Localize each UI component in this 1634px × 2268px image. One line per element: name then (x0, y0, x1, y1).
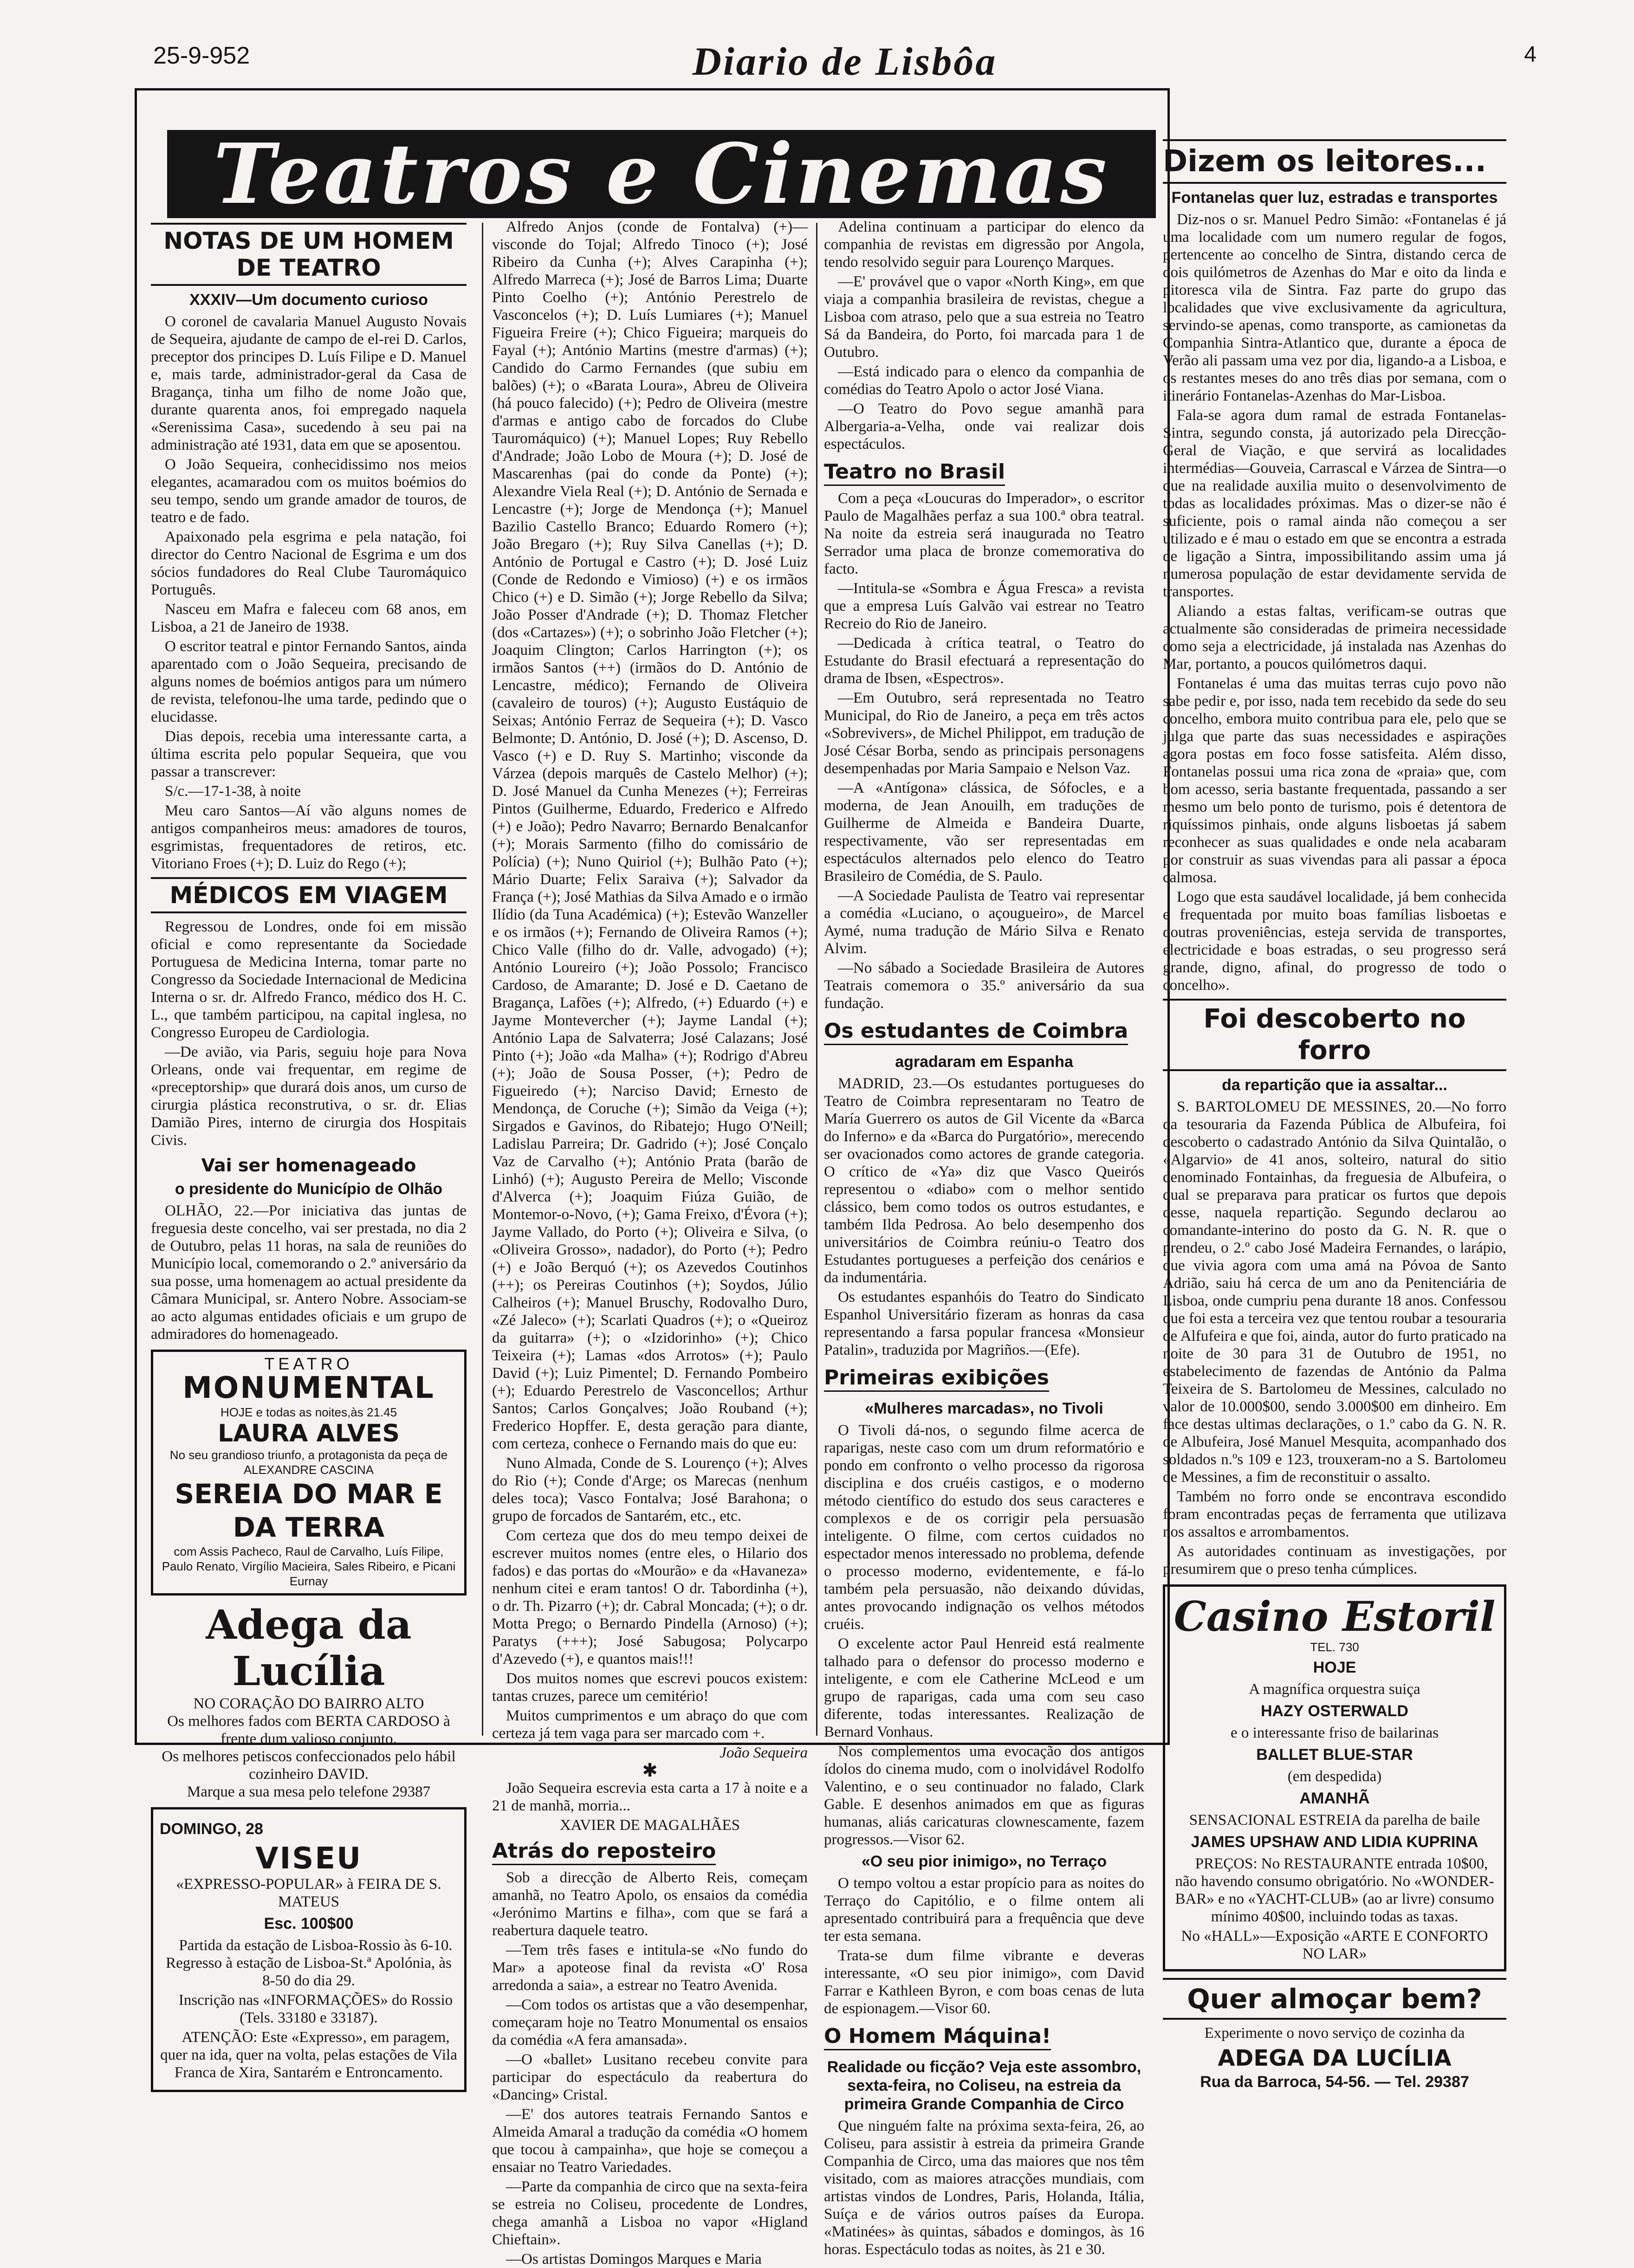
paragraph: —A Sociedade Paulista de Teatro vai representar a comédia «Luciano, o açougueiro», de Marcel Aymé, numa tradução de Mário Silva e Renato Alvim. (824, 887, 1144, 957)
tel-number: 730 (1339, 1640, 1359, 1654)
paragraph: —De avião, via Paris, seguiu hoje para Nova Orleans, onde vai frequentar, em regime de «preceptorship» que durará dois anos, um curso de cirurgia plástica reconstrutiva, o sr. dr. Elias Damião Pires, interno de cirurgia dos Hospitais Civis. (151, 1044, 467, 1149)
article-headline: Teatro no Brasil (824, 459, 1005, 486)
ad-line: Experimente o novo serviço de cozinha da (1204, 2025, 1465, 2042)
paragraph: Logo que esta saudável localidade, já bem conhecida e frequentada por muito boas famílias lisboetas e doutras proveniências, esteja servida de transportes, electricidade e boas estradas, o seu progresso será grande, digno, afinal, do progresso de todo o concelho». (1163, 889, 1506, 994)
article-headline: Os estudantes de Coimbra (824, 1019, 1128, 1045)
ad-line: JAMES UPSHAW AND LIDIA KUPRINA (1191, 1833, 1478, 1851)
paragraph: Também no forro onde se encontrava escondido foram encontradas peças de ferramenta que utilizava nos assaltos e arrombamentos. (1163, 1488, 1506, 1540)
issue-date: 25-9-952 (153, 42, 250, 69)
newspaper-title: Diario de Lisbôa (692, 39, 998, 84)
paragraph: —No sábado a Sociedade Brasileira de Autores Teatrais comemora o 35.º aniversário da sua fundação. (824, 960, 1144, 1012)
paragraph: Fontanelas é uma das muitas terras cujo povo não sabe pedir e, por isso, nada tem recebido da sede do seu concelho, embora muito contribua para ele, pelo que se julga que parte das suas necessidades e aspirações agora postas em foco fosse satisfeita. Além disso, Fontanelas possui uma rica zona de «praia» que, com bom acesso, seria bastante frequentada, passando a ser mesmo um belo ponto de turismo, pois é detentora de riquíssimos pinhais, onde alguns lisboetas já sabem reconhecer as suas qualidades e onde nela acabaram por construir as suas vivendas para ali passar a época calmosa. (1163, 675, 1506, 886)
ad-line: Os melhores fados com BERTA CARDOSO à frente dum valioso conjunto. (167, 1713, 450, 1747)
paragraph: Nasceu em Mafra e faleceu com 68 anos, em Lisboa, a 21 de Janeiro de 1938. (151, 601, 467, 635)
ad-line: A magnífica orquestra suiça (1249, 1681, 1420, 1698)
paragraph: O coronel de cavalaria Manuel Augusto Novais de Sequeira, ajudante de campo de el-rei D. Carlos, preceptor dos principes D. Luís Filipe e D. Manuel e, mais tarde, administrador-geral da Casa de Bragança, tinha um filho de nome João que, durante quarenta anos, foi empregado naquela «Serenissima Casa», sucedendo à seu pai na administração até 1931, data em que se aposentou. (151, 313, 467, 453)
ad-star: LAURA ALVES (218, 1420, 400, 1447)
article-subheadline: «Mulheres marcadas», no Tivoli (865, 1400, 1103, 1417)
article-subheadline: «O seu pior inimigo», no Terraço (861, 1853, 1107, 1870)
ad-line: (em despedida) (1287, 1768, 1382, 1785)
paragraph: —O «ballet» Lusitano recebeu convite para participar do espectáculo da reabertura do «Dancing» Cristal. (492, 2051, 808, 2103)
paragraph: O escritor teatral e pintor Fernando Santos, ainda aparentado com o João Sequeira, precisando de alguns nomes de boémios antigos para um número de revista, telefonou-lhe uma tarde, pedindo que o elucidasse. (151, 638, 467, 725)
ad-heading: HOJE (1313, 1659, 1356, 1676)
article-headline: Vai ser homenageado (201, 1155, 416, 1176)
monumental-ad (151, 1350, 467, 1596)
ad-heading: AMANHÃ (1299, 1790, 1370, 1807)
paragraph: Adelina continuam a participar do elenco da companhia de revistas em digressão por Angola, tendo resolvido seguir para Lourenço Marques. (824, 219, 1144, 271)
signature: João Sequeira (720, 1745, 808, 1761)
article-subheadline: Fontanelas quer luz, estradas e transportes (1171, 189, 1498, 207)
separator-star: ✱ (642, 1760, 658, 1781)
paragraph: Partida da estação de Lisboa-Rossio às 6-10. Regresso à estação de Lisboa-St.ª Apolónia, às 8-50 do dia 29. (166, 1937, 453, 1989)
ad-line: «EXPRESSO-POPULAR» à FEIRA DE S. MATEUS (176, 1876, 441, 1910)
paragraph: —Com todos os artistas que a vão desempenhar, começaram hoje no Teatro Monumental os ensaios da comédia «A fera amansada». (492, 1997, 808, 2048)
paragraph: Com certeza que dos do meu tempo deixei de escrever muitos nomes (entre eles, o Hilario dos fados) e das portas do «Mourão» e da «Havaneza» nenhum citei e eram tantos! O dr. Tabordinha (+), o dr. Th. Pizarro (+); dr. Cabral Moncada; (+); o dr. Motta Prego; o Bernardo Pindella (Arnoso) (+); Paratys (+++); José Sabugosa; Polycarpo d'Azevedo (+), e quantos mais!!! (492, 1527, 808, 1667)
paragraph: O excelente actor Paul Henreid está realmente talhado para o defensor do processo moderno e inteligente, e com ele Catherine McLeod e um grupo de raparigas, cada uma com seu caso diferente, todas interessantes. Realização de Bernard Vonhaus. (824, 1635, 1144, 1740)
article-subheadline: da repartição que ia assaltar... (1222, 1076, 1447, 1094)
paragraph: Muitos cumprimentos e um abraço do que com certeza já tem vaga para ser marcado com +. (492, 1707, 808, 1742)
paragraph: —Intitula-se «Sombra e Água Fresca» a revista que a empresa Luís Galvão vai estrear no Teatro Recreio do Rio de Janeiro. (824, 580, 1144, 632)
paragraph: O Tivoli dá-nos, o segundo filme acerca de raparigas, neste caso com um drum reformatório e pondo em confronto o velho processo da rigorosa disciplina e dos cruéis castigos, e o moderno método científico do estudo dos seus caracteres e complexos e de os corrigir pela persuasão inteligente. O filme, com certos cuidados no espectador menos interessado no problema, defende o processo moderno, evidentemente, e fá-lo também pela persuasão, não deixando dúvidas, antes provocando indignação os velhos métodos cruéis. (824, 1422, 1144, 1633)
paragraph: Com a peça «Loucuras do Imperador», o escritor Paulo de Magalhães perfaz a sua 100.ª obra teatral. Na noite da estreia será inaugurada no Teatro Serrador uma placa de bronze comemorativa do facto. (824, 490, 1144, 577)
paragraph: O tempo voltou a estar propício para as noites do Terraço do Capitólio, e o filme ontem ali apresentado contribuirá para a frequência que deve ter esta semana. (824, 1875, 1144, 1945)
paragraph: Os estudantes espanhóis do Teatro do Sindicato Espanhol Universitário fizeram as honras da casa representando a farsa popular francesa «Monsieur Patalin», traduzida por Magriños.—(Efe). (824, 1289, 1144, 1358)
paragraph: PREÇOS: No RESTAURANTE entrada 10$00, não havendo consumo obrigatório. No «WONDER-BAR» e no «YACHT-CLUB» (ao ar livre) consumo mínimo 40$00, incluindo todas as taxas. (1175, 1855, 1494, 1925)
ad-line: Os melhores petiscos confeccionados pelo hábil cozinheiro DAVID. (162, 1748, 456, 1783)
ad-line: No «HALL»—Exposição «ARTE E CONFORTO NO LAR» (1181, 1928, 1488, 1962)
paragraph: Que ninguém falte na próxima sexta-feira, 26, ao Coliseu, para assistir à estreia da primeira Grande Companhia de Circo, uma das maiores que nos têm visitado, com as maiores atracções mundiais, com artistas vindos de Londres, Paris, Holanda, Itália, Suíça e de vários outros países da Europa. «Matinées» às quintas, sábados e domingos, às 16 horas. Espectáculo todas as noites, às 21 e 30. (824, 2118, 1144, 2258)
paragraph: OLHÃO, 22.—Por iniciativa das juntas de freguesia deste concelho, vai ser prestada, no dia 2 de Outubro, pelas 11 horas, na sala de reuniões do Município local, comemorando o 2.º aniversário da sua posse, uma homenagem ao actual presidente da Câmara Municipal, sr. Antero Nobre. Associam-se ao acto algumas entidades oficiais e um grupo de admiradores do homenageado. (151, 1202, 467, 1343)
paragraph: ATENÇÃO: Este «Expresso», em paragem, quer na ida, quer na volta, pelas estações de Vila Franca de Xira, Santarém e Entroncamento. (160, 2029, 457, 2081)
paragraph: João Sequeira escrevia esta carta a 17 à noite e a 21 de manhã, morria... (492, 1780, 808, 1814)
paragraph: Dos muitos nomes que escrevi poucos existem: tantas cruzes, parece um cemitério! (492, 1670, 808, 1705)
paragraph: Meu caro Santos—Aí vão alguns nomes de antigos companheiros meus: amadores de touros, esgrimistas, frequentadores de retiros, etc. Vitoriano Froes (+); D. Luiz do Rego (+); (151, 802, 467, 872)
paragraph: —E' dos autores teatrais Fernando Santos e Almeida Amaral a tradução da comédia «O homem que tocou à campainha», que hoje se começou a ensaiar no Teatro Variedades. (492, 2106, 808, 2176)
paragraph: Regressou de Londres, onde foi em missão oficial e como representante da Sociedade Portuguesa de Medicina Interna, tomar parte no Congresso da Sociedade Internacional de Medicina Interna o sr. dr. Alfredo Franco, médico dos H. C. L., que também participou, na capital inglesa, no Congresso Europeu de Cardiologia. (151, 918, 467, 1041)
ad-cast: com Assis Pacheco, Raul de Carvalho, Luís Filipe, Paulo Renato, Virgílio Macieira, Sales Ribeiro, e Picani Eurnay (162, 1544, 456, 1588)
casino-logo: Casino Estoril (1174, 1592, 1496, 1641)
article-subheadline: XXXIV—Um documento curioso (189, 291, 428, 309)
ad-line: ADEGA DA LUCÍLIA (1218, 2045, 1452, 2071)
paragraph: Sob a direcção de Alberto Reis, começam amanhã, no Teatro Apolo, os ensaios da comédia «Jerónimo Martins e filha», com que se fará a reabertura daquele teatro. (492, 1869, 808, 1939)
ad-headline: Quer almoçar bem? (1163, 1978, 1506, 2020)
paragraph: Apaixonado pela esgrima e pela natação, foi director do Centro Nacional de Esgrima e um dos sócios fundadores do Real Clube Tauromáquico Português. (151, 529, 467, 598)
paragraph: —Tem três fases e intitula-se «No fundo do Mar» a apoteose final da revista «O' Rosa arredonda a saia», a estrear no Teatro Avenida. (492, 1942, 808, 1994)
article-subheadline: agradaram em Espanha (895, 1053, 1073, 1071)
paragraph: —O Teatro do Povo segue amanhã para Albergaria-a-Velha, onde vai realizar dois espectáculos. (824, 401, 1144, 452)
paragraph: Trata-se dum filme vibrante e deveras interessante, «O seu pior inimigo», com David Farrar e Kathleen Byron, e com boas cenas de luta de espionagem.—Visor 60. (824, 1947, 1144, 2017)
column-3 (824, 218, 1144, 2258)
masthead (153, 39, 1537, 84)
ad-line: HAZY OSTERWALD (1261, 1702, 1408, 1720)
article-headline: Primeiras exibições (824, 1365, 1049, 1392)
section-banner: Teatros e Cinemas (167, 130, 1156, 218)
ad-label: TEATRO (264, 1354, 353, 1373)
paragraph: Aliando a estas faltas, verificam-se outras que actualmente são consideradas de primeira necessidade como seja a electricidade, já instalada nas Azenhas do Mar, portanto, a poucos quilómetros daqui. (1163, 603, 1506, 672)
column-1 (151, 218, 467, 2202)
casino-ad (1163, 1584, 1506, 1971)
paragraph: Alfredo Anjos (conde de Fontalva) (+)—visconde do Tojal; Alfredo Tinoco (+); José Ribeiro da Cunha (+); Alves Carapinha (+); Alfredo Marreca (+); José de Barros Lima; Duarte Pinto Coelho (+); António Perestrelo de Vasconcelos (+); D. Luís Lumiares (+); Manuel Figueira Freire (+); Chico Figueira; marqueis do Fayal (+); António Martins (mestre d'armas) (+); Candido do Carmo Fernandes (que subiu em balões) (+); o «Barata Loura», Abreu de Oliveira (há pouco falecido) (+); Pedro de Oliveira (mestre d'armas e antigo cabo de forcados do Clube Tauromáquico) (+); Manuel Lopes; Ruy Rebello d'Andrade; João Lobo de Moura (+); D. José de Mascarenhas (pai do conde da Ponte) (+); Alexandre Viela Real (+); D. António de Sernada e Lencastre (+); Jorge de Mendonça (+); Manuel Bazilio Castello Branco; Eduardo Romero (+); João Bregaro (+); Ruy Silva Canellas (+); D. António de Portugal e Castro (+); D. José Luiz (Conde de Redondo e Vimioso) (+) e os irmãos Chico (+) e D. Simão (+); Jorge Rebello da Silva; João Posser d'Andrade (+); D. Thomaz Fletcher (dos «Cartazes») (+); o sobrinho João Fletcher (+); Joaquim Clington; Carlos Harrington (+); os irmãos Santos (++) (irmãos do D. António de Lencastre, médico); Fernando de Oliveira (cavaleiro de touros) (+); Augusto Eustáquio de Seixas; António Ferraz de Sequeira (+); D. Vasco Belmonte; D. António, D. José (+); D. Ascenso, D. Vasco (+) e D. Ruy S. Martinho; visconde da Várzea (depois marquês de Castelo Melhor) (+); D. José Manuel da Cunha Menezes (+); Ferreiras Pintos (Guilherme, Eduardo, Frederico e Alfredo (+) e João); Pedro Navarro; Bernardo Benalcanfor (+); Morais Sarmento (filho do comissário de Polícia) (+); Nuno Quiriol (+); Bulhão Pato (+); Mário Duarte; Felix Saraiva (+); Salvador da França (+); José Mathias da Silva Amado e o irmão Ilídio (da Tuna Académica) (+); Estevão Wanzeller e os irmãos (+); Fernando de Oliveira Ramos (+); Chico Valle (filho do dr. Valle, advogado) (+); António Loureiro (+); João Possolo; Francisco Cardoso, de Amarante; D. José e D. Caetano de Bragança, Lafões (+); Alfredo, (+) Eduardo (+) e Jayme Montevercher (+); Jayme Landal (+); António Lapa de Salvaterra; José Calazans; José Pinto (+); João «da Malha» (+); Rodrigo d'Abreu (+); João de Sousa Posser, (+); Pedro de Figueiredo (+); Narciso David; Ernesto de Mendonça, de Coruche (+); Simão da Veiga (+); Sirgados e Gavinos, do Ribatejo; Hugo O'Neill; Ladislau Parreira; Dr. Gadrido (+); José Conçalo Vaz de Carvalho (+); António Prata (barão de Linhó) (+); Augusto Pereira de Mello; Visconde d'Alverca (+); Joaquim Fiúza Guião, de Montemor-o-Novo, (+); Gama Freixo, d'Évora (+); Jayme Vallado, do Porto (+); Oliveira e Silva, (o «Oliveira Grosso», nadador), do Porto (+); Pedro (+) e João Berquó (+); os Azevedos Coutinhos (++); os Pereiras Coutinhos (+); Soydos, Júlio Calheiros (+); Manuel Bruschy, Rodovalho Duro, «Zé Jaleco» (+); Scarlati Quadros (+); o «Queiroz da guitarra» (+); o «Izidorinho» (+); Chico Teixeira (+); Lamas «dos Arrotos» (+); Paulo David (+); Luiz Pimentel; D. Fernando Pombeiro (+); Eduardo Perestrelo de Vasconcellos; Arthur Santos; Carlos Gonçalves; João Rouband (+); Frederico Hopffer. E, desta geração para diante, com certeza, conhece o Fernando mais do que eu: (492, 219, 808, 1452)
ad-destination: VISEU (255, 1842, 363, 1876)
paragraph: Nuno Almada, Conde de S. Lourenço (+); Alves do Rio (+); Conde d'Arge; os Marecas (nenhum deles toca); Vasco Fontalva; José Barahona; o grupo de forcados de Santarém, etc., etc. (492, 1455, 808, 1525)
column-rule (816, 223, 817, 1736)
tel-label: TEL. (1310, 1640, 1336, 1654)
article-headline: Foi descoberto no forro (1163, 999, 1506, 1071)
ad-line: e o interessante friso de bailarinas (1230, 1725, 1439, 1741)
article-headline: Dizem os leitores... (1163, 139, 1506, 184)
article-headline: NOTAS DE UM HOMEM DE TEATRO (151, 223, 467, 286)
ad-line: NO CORAÇÃO DO BAIRRO ALTO (193, 1695, 424, 1712)
ad-note: No seu grandioso triunfo, a protagonista da peça de ALEXANDRE CASCINA (169, 1448, 448, 1477)
adega-ad (151, 1695, 467, 1801)
paragraph: Dias depois, recebia uma interessante carta, a última escrita pelo popular Sequeira, que vou passar a transcrever: (151, 728, 467, 780)
paragraph: Inscrição nas «INFORMAÇÕES» do Rossio (Tels. 33180 e 33187). (178, 1992, 453, 2026)
ad-line: SENSACIONAL ESTREIA da parelha de baile (1189, 1812, 1480, 1829)
author-byline: XAVIER DE MAGALHÃES (559, 1817, 740, 1834)
ad-price: Esc. 100$00 (264, 1915, 354, 1932)
column-2 (492, 218, 808, 2268)
page-number: 4 (1524, 42, 1537, 67)
article-subheadline: Realidade ou ficção? Veja este assombro, sexta-feira, no Coliseu, na estreia da primeira Grande Companhia de Circo (827, 2058, 1141, 2113)
ad-date: DOMINGO, 28 (160, 1820, 263, 1838)
ad-play-title: SEREIA DO MAR E DA TERRA (175, 1478, 443, 1543)
column-rule (482, 223, 483, 1736)
article-headline: Atrás do reposteiro (492, 1839, 716, 1865)
adega-title: Adega da Lucília (206, 1602, 412, 1695)
ad-times: HOJE e todas as noites,às 21.45 (220, 1405, 397, 1419)
paragraph: —Parte da companhia de circo que na sexta-feira se estreia no Coliseu, procedente de Londres, chega amanhã a Lisboa no vapor «Higland Chieftain». (492, 2178, 808, 2248)
paragraph: —Os artistas Domingos Marques e Maria (506, 2251, 762, 2268)
paragraph: Fala-se agora dum ramal de estrada Fontanelas-Sintra, segundo consta, já autorizado pela Direcção-Geral de Viação, e que servirá as localidades intermédias—Gouveia, Carrascal e Várzea de Sintra—o que na realidade auxilia muito o desenvolvimento de todas as localidades próximas. Mas o dizer-se não é suficiente, pois o ramal ainda não começou a ser utilizado e é mau o estado em que se encontra a estrada de ligação a Sintra, impossibilitando assim uma já numerosa população de estar devidamente servida de transportes. (1163, 407, 1506, 600)
paragraph: —Em Outubro, será representada no Teatro Municipal, do Rio de Janeiro, a peça em três actos «Sobrevivers», de Michel Philippot, em tradução de José César Borba, sendo as principais personagens desempenhadas por Maria Sampaio e Nelson Vaz. (824, 690, 1144, 777)
ad-line: Rua da Barroca, 54-56. — Tel. 29387 (1200, 2073, 1469, 2091)
paragraph: Nos complementos uma evocação dos antigos ídolos do cinema mudo, com o inolvidável Rodolfo Valentino, e o seu continuador no falado, Clark Gable. E desenhos animados em que as figuras humanas, aliás caricaturas clownescamente, fazem progressos.—Visor 62. (824, 1743, 1144, 1848)
paragraph: —A «Antígona» clássica, de Sófocles, e a moderna, de Jean Anouilh, em traduções de Guilherme de Almeida e Bandeira Duarte, respectivamente, vão ser representadas em espectáculos alternados pelo elenco do Teatro Brasileiro de Comédia, de S. Paulo. (824, 780, 1144, 885)
paragraph: —Está indicado para o elenco da companhia de comédias do Teatro Apolo o actor José Viana. (824, 363, 1144, 398)
paragraph: As autoridades continuam as investigações, por presumirem que o preso tenha cúmplices. (1163, 1543, 1506, 1577)
paragraph: —Dedicada à crítica teatral, o Teatro do Estudante do Brasil efectuará a representação do drama de Ibsen, «Espectros». (824, 635, 1144, 687)
article-headline: O Homem Máquina! (824, 2024, 1051, 2050)
article-subheadline: o presidente do Município de Olhão (175, 1180, 443, 1198)
paragraph: S. BARTOLOMEU DE MESSINES, 20.—No forro da tesouraria da Fazenda Pública de Albufeira, foi descoberto o cadastrado António da Silva Quintalão, o «Algarvio» de 41 anos, solteiro, natural do sitio denominado Fontainhas, da freguesia de Albufeira, o qual se preparava para praticar os furtos que depois desse, naquela repartição. Segundo declarou ao comandante-interino do posto da G. N. R. que o prendeu, o 2.º cabo José Madeira Fernandes, o larápio, que vivia agora com uma amá na Póvoa de Santo Adrião, saiu há cerca de um ano da Penitenciária de Lisboa, onde cumpriu pena durante 18 anos. Confessou que foi esta a terceira vez que tentou roubar a tesouraria de Alfufeira e que foi, ainda, autor do furto praticado na noite de 30 para 31 de Outubro de 1951, no estabelecimento de fazendas de António da Palma Teixeira de S. Bartolomeu de Messines, calculado no valor de 10.000$00, sendo 3.000$00 em dinheiro. Em face destas ultimas declarações, o 1.º cabo da G. N. R. de Albufeira, José Manuel Mesquita, acompanhado dos soldados n.ºs 109 e 123, trouxeram-no a S. Bartolomeu de Messines, a fim de reconstituir o assalto. (1163, 1098, 1506, 1486)
paragraph: MADRID, 23.—Os estudantes portugueses do Teatro de Coimbra representaram no Teatro de María Guerrero os autos de Gil Vicente da «Barca do Inferno» e da «Barca do Purgatório», merecendo ser ovacionados como actores de grande categoria. O crítico de «Ya» diz que Vasco Queirós representou o «diabo» com o melhor sentido clássico, bem como todos os outros estudantes, e também Ilda Pedrosa. Ao belo desempenho dos universitários de Coimbra reúniu-o Teatro dos Estudantes portugueses a perfeição dos cenários e da indumentária. (824, 1075, 1144, 1286)
casino-tel (1172, 1640, 1498, 1654)
column-4 (1163, 135, 1506, 2091)
viseu-ad (151, 1807, 467, 2092)
ad-line: Marque a sua mesa pelo telefone 29387 (187, 1783, 431, 1800)
ad-line: BALLET BLUE-STAR (1256, 1746, 1413, 1764)
paragraph: O João Sequeira, conhecidissimo nos meios elegantes, acamaradou com os muitos boémios do seu tempo, sendo um grande amador de touros, de teatro e de fado. (151, 456, 467, 526)
ad-theatre-name: MONUMENTAL (182, 1371, 435, 1405)
paragraph: —E' provável que o vapor «North King», em que viaja a companhia brasileira de revistas, chegue a Lisboa com atraso, pelo que a sua estreia no Teatro Sá da Bandeira, do Porto, foi marcada para 1 de Outubro. (824, 273, 1144, 361)
paragraph: Diz-nos o sr. Manuel Pedro Simão: «Fontanelas é já uma localidade com um numero regular de fogos, pertencente ao concelho de Sintra, distando cerca de dois quilómetros de Azenhas do Mar e oito da linda e pitoresca vila de Sintra. Faz parte do grupo das localidades que vive exclusivamente da agricultura, servindo-se apenas, como transporte, as camionetas da Companhia Sintra-Atlantico que, durante a época de Verão ali passam uma vez por dia, ligando-a a Lisboa, e os restantes meses do ano três dias por semana, com o itinerário Fontanelas-Azenhas do Mar-Lisboa. (1163, 211, 1506, 404)
paragraph: S/c.—17-1-38, à noite (165, 783, 301, 800)
article-headline: MÉDICOS EM VIAGEM (151, 877, 467, 913)
